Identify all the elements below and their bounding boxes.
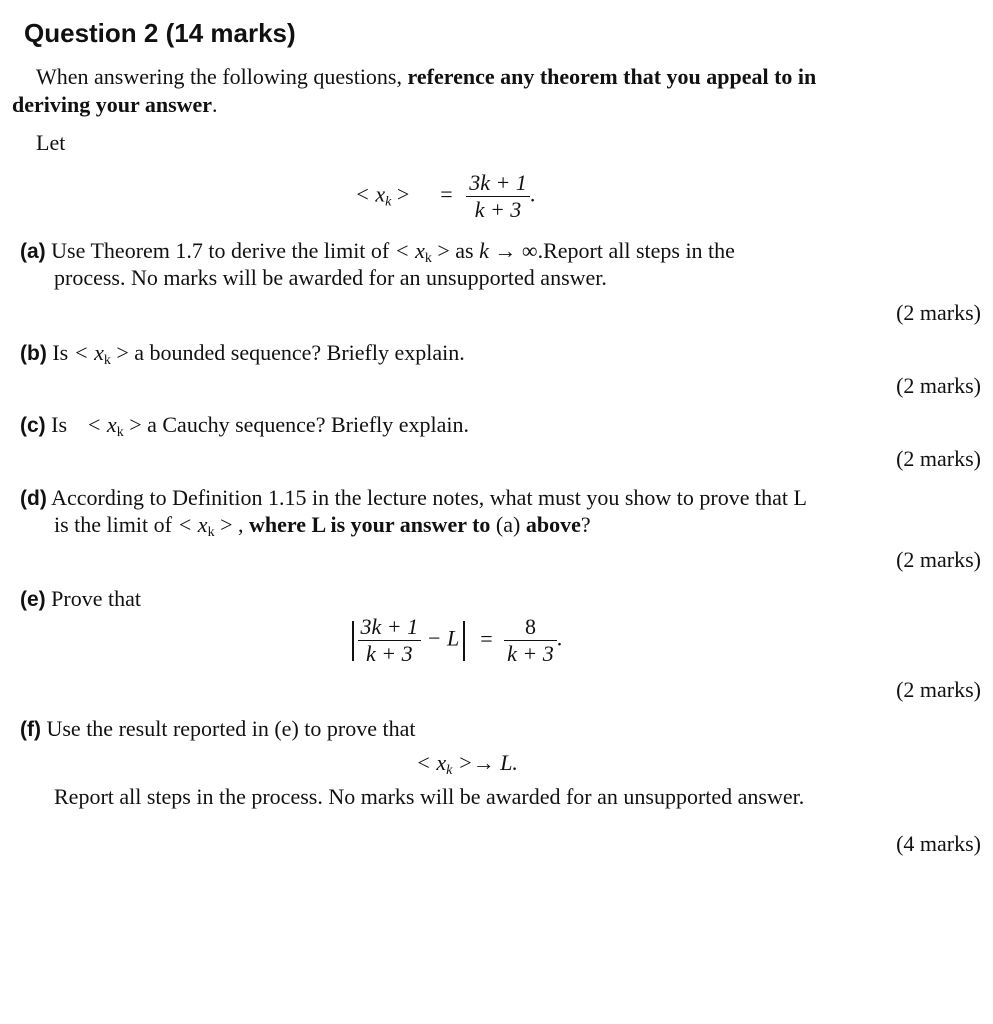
intro-line-2	[12, 92, 218, 118]
part-f-formula-pre: < x	[416, 750, 447, 775]
part-e-num: 3k + 1	[360, 614, 419, 639]
part-d-end: ?	[580, 512, 591, 537]
part-d-bold2: above	[525, 512, 581, 537]
def-eq: =	[440, 181, 453, 207]
part-f-sub: k	[446, 763, 453, 778]
def-lhs: < x	[355, 181, 386, 207]
part-d-comma: ,	[232, 512, 249, 537]
part-a-arrow: → ∞	[488, 238, 538, 263]
def-lhs-end: >	[391, 181, 410, 207]
part-e-fraction	[358, 616, 422, 665]
part-e-marks: (2 marks)	[896, 677, 981, 702]
part-a-line-1	[20, 238, 735, 267]
part-f-formula	[416, 750, 518, 779]
part-e-rhs-fraction	[504, 616, 557, 665]
part-c-seq: < x	[86, 412, 117, 437]
part-f-label: (f)	[20, 718, 41, 741]
part-a-marks: (2 marks)	[896, 300, 981, 325]
part-a-text: Use Theorem 1.7 to derive the limit of	[51, 238, 395, 263]
part-c-pre: Is	[51, 412, 73, 437]
part-e-end: .	[556, 625, 563, 651]
part-a-label: (a)	[20, 240, 46, 263]
intro-bold-1: reference any theorem that you appeal to in	[407, 64, 817, 89]
part-e-label: (e)	[20, 588, 46, 611]
part-a-seq-end: >	[431, 238, 450, 263]
part-b-marks: (2 marks)	[896, 373, 981, 398]
part-d-seq: < x	[177, 512, 208, 537]
part-d-marks: (2 marks)	[896, 547, 981, 572]
part-e-line	[20, 586, 141, 612]
part-f-line-1	[20, 716, 415, 742]
intro-end: .	[212, 92, 218, 117]
part-d-text: According to Definition 1.15 in the lecture notes, what must you show to prove that L	[51, 485, 807, 510]
part-b-line	[20, 340, 465, 369]
part-b-seq-end: >	[110, 340, 129, 365]
part-c-sub: k	[116, 425, 124, 440]
part-c-marks: (2 marks)	[896, 446, 981, 471]
let-label: Let	[36, 130, 66, 155]
part-c-line	[20, 412, 469, 441]
definition-formula	[355, 172, 535, 221]
intro-line-1	[36, 64, 816, 90]
part-d-mid: (a)	[490, 512, 526, 537]
def-num: 3k + 1	[469, 170, 527, 195]
part-d-label: (d)	[20, 487, 47, 510]
part-d-sub: k	[207, 525, 215, 540]
part-b-pre: Is	[52, 340, 74, 365]
part-c-post: a Cauchy sequence? Briefly explain.	[141, 412, 470, 437]
part-e-formula	[348, 616, 562, 665]
part-e-eq: =	[480, 625, 493, 651]
def-fraction	[466, 172, 530, 221]
part-a-k: k	[479, 238, 489, 263]
part-e-rhs-num: 8	[524, 614, 536, 639]
page-title: Question 2 (14 marks)	[24, 18, 296, 48]
part-a-line-2: process. No marks will be awarded for an unsupported answer.	[54, 265, 607, 290]
part-b-sub: k	[103, 353, 111, 368]
part-f-text: Use the result reported in (e) to prove that	[46, 716, 416, 741]
part-a-sub: k	[424, 251, 432, 266]
part-d-seq-end: >	[214, 512, 233, 537]
part-b-post: a bounded sequence? Briefly explain.	[128, 340, 465, 365]
part-f-formula-post: >→ L.	[452, 750, 518, 775]
abs-bar-right	[463, 621, 465, 661]
part-e-minus-l: − L	[421, 625, 460, 651]
part-b-seq: < x	[73, 340, 104, 365]
def-sub: k	[385, 194, 392, 210]
part-e-text: Prove that	[51, 586, 141, 611]
abs-bar-left	[352, 621, 354, 661]
def-den: k + 3	[466, 196, 530, 221]
part-d-line2-pre: is the limit of	[54, 512, 178, 537]
part-e-den: k + 3	[358, 640, 422, 665]
part-a-as: as	[449, 238, 480, 263]
part-e-rhs-den: k + 3	[504, 640, 557, 665]
def-end: .	[529, 181, 536, 207]
part-a-seq: < x	[394, 238, 425, 263]
part-f-marks: (4 marks)	[896, 831, 981, 856]
part-d-line-2	[54, 512, 591, 541]
part-a-line1-end: .Report all steps in the	[537, 238, 735, 263]
part-f-line-3: Report all steps in the process. No marks will be awarded for an unsupported answer.	[54, 784, 805, 809]
part-d-line-1	[20, 485, 807, 511]
part-d-bold: where L is your answer to	[249, 512, 491, 537]
intro-text: When answering the following questions,	[36, 64, 408, 89]
part-c-seq-end: >	[123, 412, 142, 437]
part-c-label: (c)	[20, 414, 46, 437]
intro-bold-2: deriving your answer	[12, 92, 213, 117]
part-b-label: (b)	[20, 342, 47, 365]
